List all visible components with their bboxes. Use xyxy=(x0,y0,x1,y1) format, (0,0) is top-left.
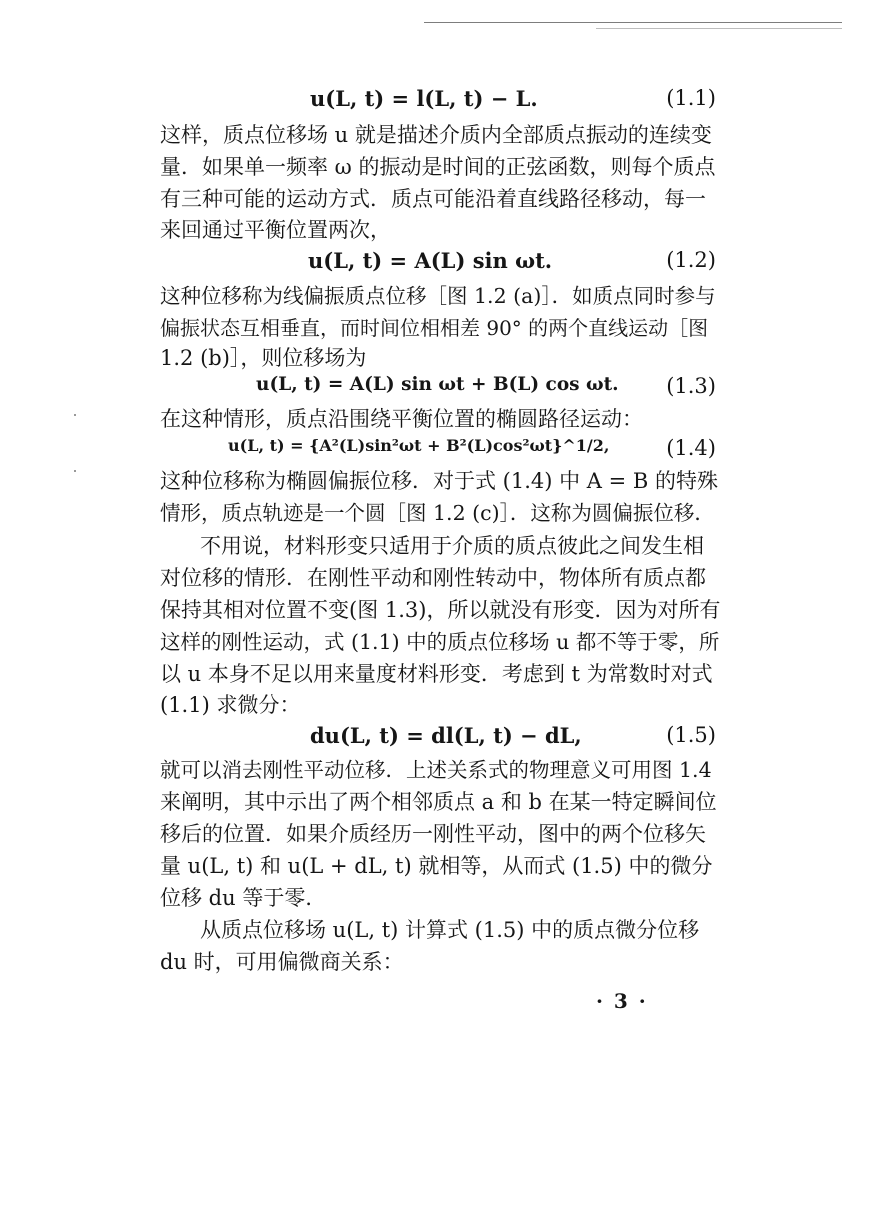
equation-expression: u(L, t) = A(L) sin ωt + B(L) cos ωt. xyxy=(256,374,619,395)
top-rule-secondary xyxy=(596,28,842,29)
text-line: 以 u 本身不足以用来量度材料形变．考虑到 t 为常数时对式 xyxy=(160,662,713,686)
text-line: 在这种情形，质点沿围绕平衡位置的椭圆路径运动： xyxy=(160,407,643,431)
page-number: · 3 · xyxy=(596,989,648,1013)
text-line: 这样的刚性运动，式 (1.1) 中的质点位移场 u 都不等于零，所 xyxy=(160,630,720,654)
text-line: 从质点位移场 u(L, t) 计算式 (1.5) 中的质点微分位移 xyxy=(200,918,700,942)
equation-expression: u(L, t) = {A²(L)sin²ωt + B²(L)cos²ωt}^1/2, xyxy=(228,436,610,455)
equation-number: (1.5) xyxy=(666,723,716,747)
equation-expression: du(L, t) = dl(L, t) − dL, xyxy=(310,723,582,748)
text-line: 不用说，材料形变只适用于介质的质点彼此之间发生相 xyxy=(200,534,704,558)
text-line: 对位移的情形．在刚性平动和刚性转动中，物体所有质点都 xyxy=(160,566,706,590)
text-line: 移后的位置．如果介质经历一刚性平动，图中的两个位移矢 xyxy=(160,822,706,846)
equation-number: (1.3) xyxy=(666,374,716,398)
equation-number: (1.1) xyxy=(666,86,716,110)
text-line: 1.2 (b)］，则位移场为 xyxy=(160,346,367,370)
text-line: 位移 du 等于零． xyxy=(160,886,327,910)
text-line: 量．如果单一频率 ω 的振动是时间的正弦函数，则每个质点 xyxy=(160,155,716,179)
top-rule xyxy=(424,22,842,23)
text-line: (1.1) 求微分： xyxy=(160,693,301,717)
text-line: 保持其相对位置不变(图 1.3)，所以就没有形变．因为对所有 xyxy=(160,598,721,622)
text-line: 偏振状态互相垂直，而时间位相相差 90° 的两个直线运动［图 xyxy=(160,316,709,340)
equation-1-5 xyxy=(160,723,716,753)
equation-1-1 xyxy=(160,86,716,116)
equation-1-4 xyxy=(160,436,716,466)
scan-speck xyxy=(74,470,76,472)
text-line: 量 u(L, t) 和 u(L + dL, t) 就相等，从而式 (1.5) 中的微分 xyxy=(160,854,713,878)
scan-speck xyxy=(74,414,76,416)
text-line: du 时，可用偏微商关系： xyxy=(160,950,404,974)
text-line: 就可以消去刚性平动位移．上述关系式的物理意义可用图 1.4 xyxy=(160,758,712,782)
equation-number: (1.4) xyxy=(666,436,716,460)
text-line: 这种位移称为椭圆偏振位移．对于式 (1.4) 中 A = B 的特殊 xyxy=(160,469,719,493)
equation-number: (1.2) xyxy=(666,248,716,272)
equation-expression: u(L, t) = A(L) sin ωt. xyxy=(308,248,553,273)
text-line: 有三种可能的运动方式．质点可能沿着直线路径移动，每一 xyxy=(160,187,706,211)
text-line: 这样，质点位移场 u 就是描述介质内全部质点振动的连续变 xyxy=(160,123,712,147)
text-line: 情形，质点轨迹是一个圆［图 1.2 (c)］．这称为圆偏振位移． xyxy=(160,501,715,525)
equation-expression: u(L, t) = l(L, t) − L. xyxy=(310,86,538,111)
equation-1-3 xyxy=(160,374,716,404)
equation-1-2 xyxy=(160,248,716,278)
text-line: 来回通过平衡位置两次， xyxy=(160,218,391,242)
text-line: 这种位移称为线偏振质点位移［图 1.2 (a)］．如质点同时参与 xyxy=(160,284,716,308)
text-line: 来阐明，其中示出了两个相邻质点 a 和 b 在某一特定瞬间位 xyxy=(160,790,717,814)
